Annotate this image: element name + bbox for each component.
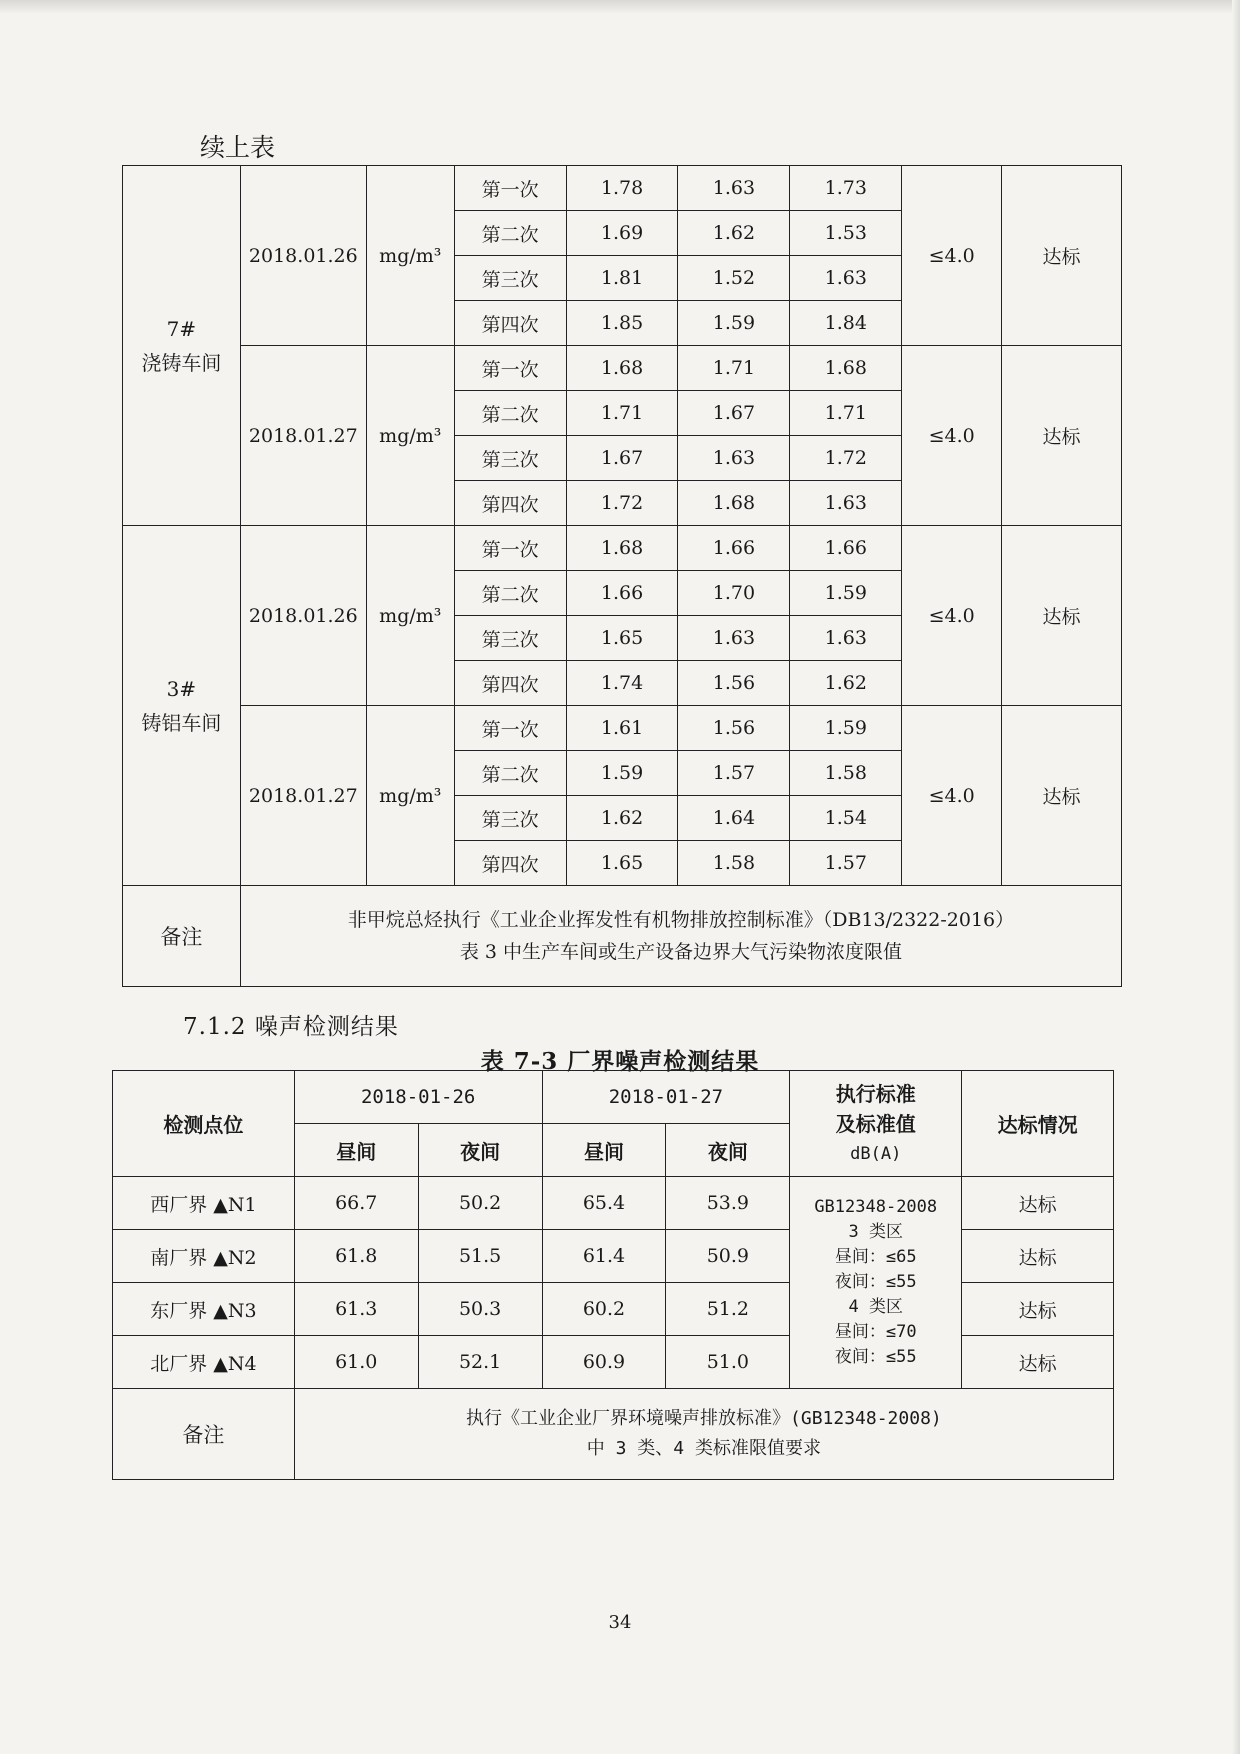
note-row <box>123 886 1122 987</box>
value-cell: 1.68 <box>566 346 678 391</box>
date-cell: 2018.01.26 <box>240 166 366 346</box>
value-cell: 51.2 <box>666 1283 790 1336</box>
table-row <box>123 166 1122 211</box>
value-cell: 1.59 <box>678 301 790 346</box>
limit-cell: ≤4.0 <box>902 706 1002 886</box>
value-cell: 1.57 <box>790 841 902 886</box>
value-cell: 1.65 <box>566 841 678 886</box>
note-line: 执行《工业企业厂界环境噪声排放标准》(GB12348-2008) <box>466 1408 942 1429</box>
value-cell: 1.66 <box>790 526 902 571</box>
night-header: 夜间 <box>418 1124 542 1177</box>
status-cell: 达标 <box>962 1336 1114 1389</box>
value-cell: 1.54 <box>790 796 902 841</box>
scan-edge <box>0 0 1240 14</box>
limit-cell: ≤4.0 <box>902 166 1002 346</box>
value-cell: 60.2 <box>542 1283 666 1336</box>
value-cell: 1.66 <box>678 526 790 571</box>
value-cell: 1.71 <box>790 391 902 436</box>
value-cell: 1.63 <box>790 616 902 661</box>
value-cell: 1.67 <box>566 436 678 481</box>
sample-label: 第一次 <box>454 166 566 211</box>
table-row <box>123 526 1122 571</box>
date-cell: 2018.01.27 <box>240 706 366 886</box>
value-cell: 50.2 <box>418 1177 542 1230</box>
value-cell: 65.4 <box>542 1177 666 1230</box>
night-header: 夜间 <box>666 1124 790 1177</box>
location-line: 铸铝车间 <box>141 710 222 735</box>
value-cell: 1.69 <box>566 211 678 256</box>
page-number: 34 <box>608 1612 632 1633</box>
result-cell: 达标 <box>1002 346 1122 526</box>
standard-line: 昼间：≤65 <box>834 1247 917 1267</box>
status-cell: 达标 <box>962 1230 1114 1283</box>
value-cell: 1.64 <box>678 796 790 841</box>
note-label: 备注 <box>123 886 241 987</box>
value-cell: 1.66 <box>566 571 678 616</box>
standard-line: 昼间：≤70 <box>834 1322 917 1342</box>
value-cell: 61.4 <box>542 1230 666 1283</box>
day-header: 昼间 <box>294 1124 418 1177</box>
sample-label: 第四次 <box>454 481 566 526</box>
value-cell: 51.0 <box>666 1336 790 1389</box>
location-cell <box>123 166 241 526</box>
value-cell: 1.78 <box>566 166 678 211</box>
value-cell: 1.53 <box>790 211 902 256</box>
sample-label: 第三次 <box>454 796 566 841</box>
note-text <box>240 886 1121 987</box>
value-cell: 1.81 <box>566 256 678 301</box>
value-cell: 51.5 <box>418 1230 542 1283</box>
value-cell: 66.7 <box>294 1177 418 1230</box>
standard-header-line: 及标准值 <box>835 1111 916 1136</box>
scan-edge-right <box>1232 0 1240 1754</box>
noise-results-table <box>112 1070 1114 1480</box>
standard-line: 3 类区 <box>848 1222 903 1242</box>
sample-label: 第三次 <box>454 616 566 661</box>
value-cell: 1.57 <box>678 751 790 796</box>
value-cell: 1.63 <box>678 616 790 661</box>
sample-label: 第四次 <box>454 661 566 706</box>
date1-header: 2018-01-26 <box>294 1071 542 1124</box>
section-heading: 7.1.2 噪声检测结果 <box>183 1014 399 1040</box>
sample-label: 第一次 <box>454 526 566 571</box>
value-cell: 1.58 <box>790 751 902 796</box>
note-row <box>113 1389 1114 1480</box>
value-cell: 61.3 <box>294 1283 418 1336</box>
value-cell: 1.62 <box>566 796 678 841</box>
result-cell: 达标 <box>1002 526 1122 706</box>
value-cell: 1.62 <box>678 211 790 256</box>
note-line: 非甲烷总烃执行《工业企业挥发性有机物排放控制标准》（DB13/2322-2016） <box>347 909 1015 931</box>
unit-cell: mg/m³ <box>366 706 454 886</box>
value-cell: 1.52 <box>678 256 790 301</box>
standard-line: 夜间：≤55 <box>834 1272 917 1292</box>
table-row <box>113 1283 1114 1336</box>
location-line: 7# <box>166 316 197 341</box>
value-cell: 1.63 <box>678 436 790 481</box>
status-cell: 达标 <box>962 1283 1114 1336</box>
value-cell: 1.71 <box>678 346 790 391</box>
sample-label: 第四次 <box>454 301 566 346</box>
sample-label: 第一次 <box>454 346 566 391</box>
table-row <box>113 1177 1114 1230</box>
value-cell: 1.59 <box>566 751 678 796</box>
date2-header: 2018-01-27 <box>542 1071 790 1124</box>
value-cell: 1.65 <box>566 616 678 661</box>
value-cell: 1.62 <box>790 661 902 706</box>
table-caption: 表 7-3 厂界噪声检测结果 <box>480 1048 760 1075</box>
note-line: 表 3 中生产车间或生产设备边界大气污染物浓度限值 <box>459 941 902 963</box>
value-cell: 1.63 <box>790 481 902 526</box>
sample-label: 第三次 <box>454 436 566 481</box>
value-cell: 1.72 <box>566 481 678 526</box>
value-cell: 1.74 <box>566 661 678 706</box>
continued-label: 续上表 <box>200 133 276 162</box>
value-cell: 53.9 <box>666 1177 790 1230</box>
table-row <box>123 706 1122 751</box>
value-cell: 1.58 <box>678 841 790 886</box>
unit-cell: mg/m³ <box>366 526 454 706</box>
sample-label: 第一次 <box>454 706 566 751</box>
header-row <box>113 1071 1114 1124</box>
limit-cell: ≤4.0 <box>902 346 1002 526</box>
value-cell: 1.72 <box>790 436 902 481</box>
standard-line: 夜间：≤55 <box>834 1347 917 1367</box>
value-cell: 1.68 <box>790 346 902 391</box>
value-cell: 1.68 <box>566 526 678 571</box>
note-text <box>294 1389 1113 1480</box>
point-cell: 南厂界 ▲N2 <box>113 1230 295 1283</box>
value-cell: 50.9 <box>666 1230 790 1283</box>
value-cell: 1.63 <box>678 166 790 211</box>
table-row <box>113 1336 1114 1389</box>
value-cell: 60.9 <box>542 1336 666 1389</box>
value-cell: 1.56 <box>678 706 790 751</box>
sample-label: 第二次 <box>454 391 566 436</box>
value-cell: 1.71 <box>566 391 678 436</box>
point-header: 检测点位 <box>113 1071 295 1177</box>
note-label: 备注 <box>113 1389 295 1480</box>
standard-header <box>790 1071 962 1177</box>
standard-header-line: dB(A) <box>850 1143 902 1164</box>
result-cell: 达标 <box>1002 166 1122 346</box>
value-cell: 1.59 <box>790 706 902 751</box>
voc-results-table <box>122 165 1122 987</box>
location-line: 浇铸车间 <box>141 350 222 375</box>
sample-label: 第四次 <box>454 841 566 886</box>
sample-label: 第二次 <box>454 751 566 796</box>
location-line: 3# <box>166 676 197 701</box>
date-cell: 2018.01.27 <box>240 346 366 526</box>
value-cell: 1.67 <box>678 391 790 436</box>
value-cell: 61.8 <box>294 1230 418 1283</box>
value-cell: 61.0 <box>294 1336 418 1389</box>
value-cell: 1.68 <box>678 481 790 526</box>
day-header: 昼间 <box>542 1124 666 1177</box>
value-cell: 1.59 <box>790 571 902 616</box>
value-cell: 1.85 <box>566 301 678 346</box>
unit-cell: mg/m³ <box>366 166 454 346</box>
value-cell: 1.73 <box>790 166 902 211</box>
date-cell: 2018.01.26 <box>240 526 366 706</box>
unit-cell: mg/m³ <box>366 346 454 526</box>
sample-label: 第二次 <box>454 571 566 616</box>
value-cell: 1.70 <box>678 571 790 616</box>
value-cell: 50.3 <box>418 1283 542 1336</box>
standard-cell <box>790 1177 962 1389</box>
value-cell: 1.84 <box>790 301 902 346</box>
value-cell: 1.63 <box>790 256 902 301</box>
value-cell: 52.1 <box>418 1336 542 1389</box>
value-cell: 1.61 <box>566 706 678 751</box>
point-cell: 东厂界 ▲N3 <box>113 1283 295 1336</box>
value-cell: 1.56 <box>678 661 790 706</box>
standard-line: 4 类区 <box>848 1297 903 1317</box>
sample-label: 第三次 <box>454 256 566 301</box>
status-cell: 达标 <box>962 1177 1114 1230</box>
table-row <box>123 346 1122 391</box>
note-line: 中 3 类、4 类标准限值要求 <box>586 1438 821 1459</box>
sample-label: 第二次 <box>454 211 566 256</box>
point-cell: 北厂界 ▲N4 <box>113 1336 295 1389</box>
point-cell: 西厂界 ▲N1 <box>113 1177 295 1230</box>
standard-header-line: 执行标准 <box>835 1081 916 1106</box>
table-row <box>113 1230 1114 1283</box>
limit-cell: ≤4.0 <box>902 526 1002 706</box>
result-cell: 达标 <box>1002 706 1122 886</box>
location-cell <box>123 526 241 886</box>
status-header: 达标情况 <box>962 1071 1114 1177</box>
standard-line: GB12348-2008 <box>814 1197 938 1217</box>
